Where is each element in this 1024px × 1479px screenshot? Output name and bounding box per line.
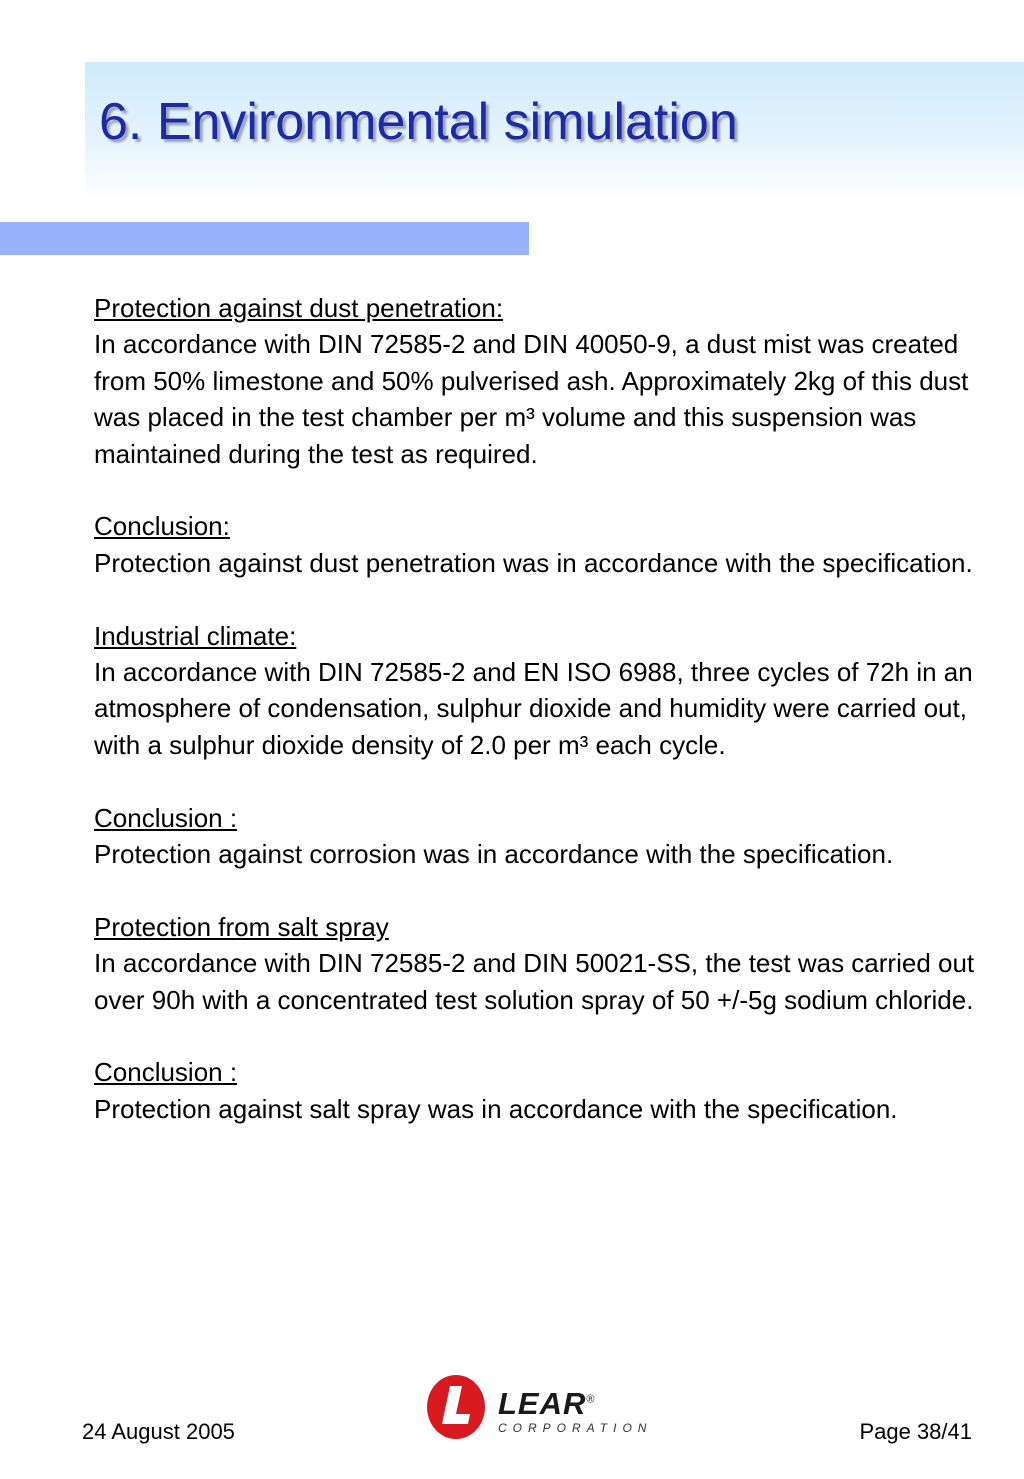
section-text: Protection against corrosion was in accordance with the specification. xyxy=(94,839,894,870)
section-industrial-climate xyxy=(94,618,1004,764)
section-heading: Protection against dust penetration: xyxy=(94,293,504,323)
section-text: In accordance with DIN 72585-2 and DIN 50021-SS, the test was carried out over 90h with a concentrated test solution spray of 50 +/-5g sodium chloride. xyxy=(94,948,975,1015)
footer-date: 24 August 2005 xyxy=(82,1419,235,1444)
footer-page-number: Page 38/41 xyxy=(859,1419,972,1444)
accent-bar xyxy=(0,222,529,255)
lear-logo xyxy=(426,1372,666,1442)
document-body xyxy=(94,290,1004,1164)
section-heading: Conclusion : xyxy=(94,802,238,833)
section-heading: Protection from salt spray xyxy=(94,911,389,942)
section-text: Protection against salt spray was in accordance with the specification. xyxy=(94,1093,898,1124)
lear-emblem-icon xyxy=(426,1372,496,1442)
logo-subtitle: CORPORATION xyxy=(498,1421,653,1435)
section-heading: Conclusion : xyxy=(94,1057,238,1088)
section-corrosion-conclusion xyxy=(94,800,1004,873)
section-dust xyxy=(94,290,1004,472)
section-text: In accordance with DIN 72585-2 and DIN 40050-9, a dust mist was created from 50% limestone and 50% pulverised ash. Approximately 2kg of this dust was placed in the test chamber per m³ volume and this suspension was maintained during the test as required. xyxy=(94,329,969,469)
logo-wordmark: LEAR® xyxy=(498,1386,596,1421)
section-salt-spray xyxy=(94,909,1004,1018)
section-heading: Conclusion: xyxy=(94,511,230,542)
section-text: Protection against dust penetration was in accordance with the specification. xyxy=(94,547,973,578)
section-text: In accordance with DIN 72585-2 and EN ISO 6988, three cycles of 72h in an atmosphere of condensation, sulphur dioxide and humidity were carried out, with a sulphur dioxide density of 2.0 per m³ each cycle. xyxy=(94,657,973,760)
page-title: 6. Environmental simulation xyxy=(99,93,738,151)
section-salt-spray-conclusion xyxy=(94,1054,1004,1127)
section-dust-conclusion xyxy=(94,508,1004,581)
section-heading: Industrial climate: xyxy=(94,620,297,651)
